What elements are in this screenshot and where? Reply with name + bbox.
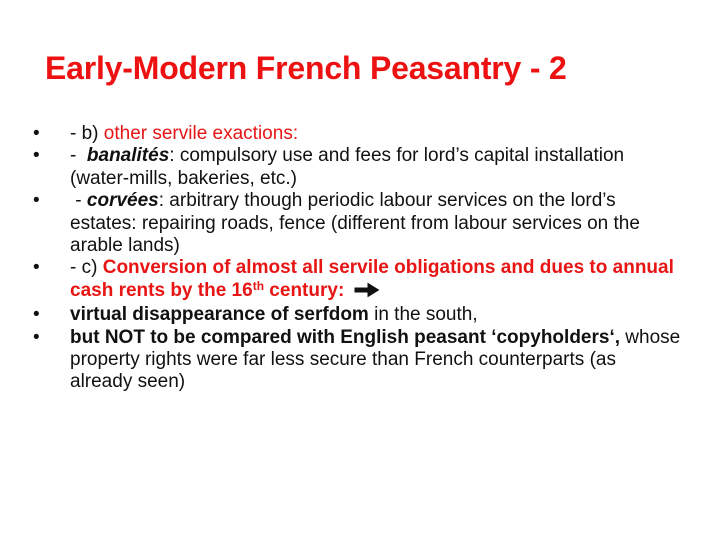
bullet-highlight: other servile exactions: xyxy=(103,123,299,144)
bullet-bold-text: but NOT to be compared with English peasant ‘copyholders‘, xyxy=(70,326,621,348)
bullet-superscript: th xyxy=(252,278,265,293)
bullet-glyph: • xyxy=(33,145,40,167)
bullet-serfdom-south xyxy=(33,304,683,326)
bullet-text: in the south, xyxy=(368,304,478,326)
bullet-prefix: - b) xyxy=(70,123,104,144)
bullet-colon: : xyxy=(169,145,175,167)
bullet-colon: : xyxy=(158,190,165,212)
bullet-text: whose property rights were far less secure than French counterparts (as already seen) xyxy=(70,326,681,393)
slide-title: Early-Modern French Peasantry - 2 xyxy=(45,50,567,86)
bullet-text: arbitrary though periodic labour services on the lord’s estates: repairing roads, fence (different from labour services on the arable lands) xyxy=(70,190,640,257)
bullet-term: banalités xyxy=(86,145,170,167)
bullet-corvees xyxy=(33,190,683,257)
bullet-other-servile-exactions xyxy=(33,123,683,145)
bullet-text: compulsory use and fees for lord’s capital installation (water-mills, bakeries, etc.) xyxy=(70,145,625,189)
bullet-copyholders xyxy=(33,327,683,394)
right-arrow-icon xyxy=(354,282,380,304)
bullet-prefix: - xyxy=(70,145,87,167)
bullet-glyph: • xyxy=(33,257,40,279)
bullet-prefix: - xyxy=(70,190,87,212)
bullet-term: corvées xyxy=(86,190,159,212)
bullet-highlight-end: century: xyxy=(264,279,345,301)
bullet-glyph: • xyxy=(33,304,40,326)
bullet-glyph: • xyxy=(33,190,40,212)
bullet-glyph: • xyxy=(33,123,40,144)
bullet-list xyxy=(33,123,683,394)
bullet-bold-text: virtual disappearance of serfdom xyxy=(70,304,369,326)
bullet-conversion xyxy=(33,257,683,304)
bullet-glyph: • xyxy=(33,326,40,348)
bullet-prefix: - c) xyxy=(70,257,103,279)
bullet-highlight: Conversion of almost all servile obligations and dues to annual cash rents by the 16 xyxy=(70,257,674,301)
bullet-banalites xyxy=(33,145,683,190)
